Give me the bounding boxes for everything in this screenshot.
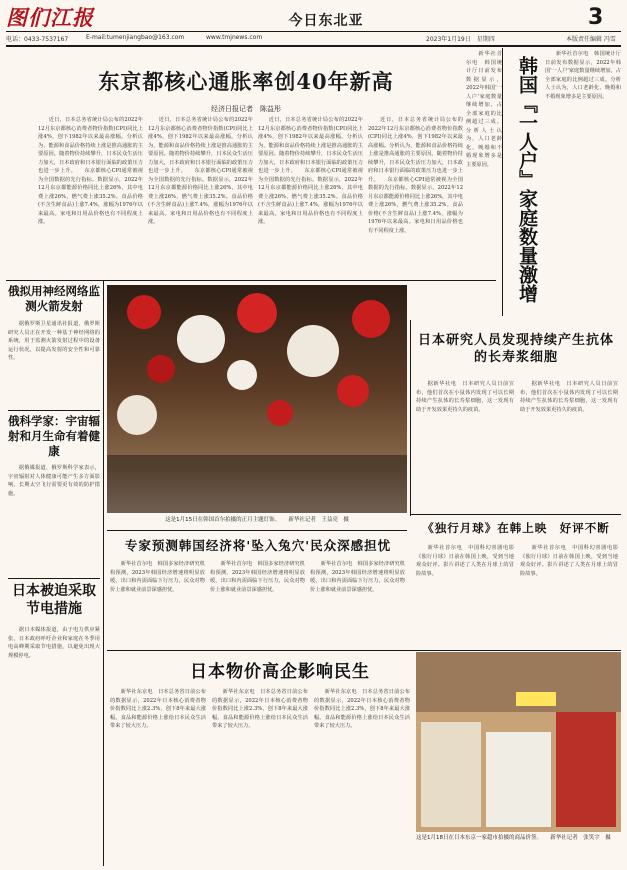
page-editor: 本版责任编辑 冯雪 <box>566 36 616 43</box>
right-body-left: 新华社首尔电 韩国统计厅日前发布数据显示，2022年韩国'一人户'家庭数量继续增加，占全部家庭的比例超过三成。分析人士认为，人口老龄化、晚婚和不婚现象增多是主要原因。 <box>466 51 502 168</box>
red-lantern-icon <box>352 300 390 338</box>
lead-headline: 东京都核心通胀率创40年新高 <box>98 69 394 94</box>
red-lantern-icon <box>267 400 293 426</box>
header-rule-top <box>6 31 621 32</box>
issue-date: 2023年1月19日 星期四 <box>426 36 495 43</box>
info-bar <box>6 34 621 44</box>
drama-body-col2: 新华社首尔电 中国科幻喜剧电影《独行月球》日前在韩国上映，受到当地观众好评。影片讲述了人类在月球上的冒险故事。 <box>520 545 618 577</box>
red-lantern-icon <box>127 295 161 329</box>
lantern-photo <box>107 285 407 513</box>
side-story-3-headline: 日本被迫采取节电措施 <box>12 583 96 617</box>
economy-body-col1: 新华社首尔电 韩国多家经济研究机构预测，2023年韩国经济增速将明显放缓，出口和内需面临下行压力，民众对物价上涨和就业前景深感担忧。 <box>110 561 205 593</box>
side-story-1-body: 据俄罗斯卫星通讯社报道，俄罗斯研究人员正在开发一种基于神经网络的系统，用于监测火箭发射过程中的设备运行状况，以提高发射的安全性和可靠性。 <box>8 321 100 361</box>
lead-byline: 经济日报记者 陈益彤 <box>211 105 281 113</box>
masthead-logo: 图们江报 <box>6 5 94 30</box>
radish-pile <box>486 732 551 827</box>
drama-top-rule <box>410 514 621 515</box>
economy-body-col2: 新华社首尔电 韩国多家经济研究机构预测，2023年韩国经济增速将明显放缓，出口和内需面临下行压力，民众对物价上涨和就业前景深感担忧。 <box>210 561 305 593</box>
produce-stack <box>556 712 616 827</box>
science-divider <box>410 320 411 516</box>
right-body-right: 新华社首尔电 韩国统计厅日前发布数据显示，2022年韩国'一人户'家庭数量继续增加，占全部家庭的比例超过三成。分析人士认为，人口老龄化、晚婚和不婚现象增多是主要原因。 <box>545 51 621 100</box>
market-photo-caption: 这是1月18日在日本东京一家超市拍摄的商品价签。 新华社记者 张笑宇 摄 <box>416 835 611 841</box>
header-rule-bottom <box>6 45 621 47</box>
price-tag <box>516 692 556 706</box>
price-body-col3: 新华社东京电 日本总务省日前公布的数据显示，2022年日本核心消费者物价指数同比上涨2.3%，创下8年来最大涨幅。食品和能源价格上涨给日本民众生活带来了较大压力。 <box>314 689 410 729</box>
contact-phone: 电话：0433-7537167 <box>6 36 69 43</box>
science-body-col2: 据新华社电 日本研究人员日前宣布，他们首次在小鼠体内发现了可以长期持续产生抗体的长寿浆细胞，这一发现有助于开发效果更持久的疫苗。 <box>520 381 618 413</box>
right-headline: 韩国『一人户』家庭数量激增 <box>516 56 538 303</box>
science-body-col1: 据新华社电 日本研究人员日前宣布，他们首次在小鼠体内发现了可以长期持续产生抗体的长寿浆细胞，这一发现有助于开发效果更持久的疫苗。 <box>416 381 514 413</box>
red-lantern-icon <box>337 375 369 407</box>
lead-body-col3: 近日，日本总务省统计局公布的2022年12月东京都核心消费者物价指数(CPI)同比上涨4%，创下1982年以来最高涨幅。分析认为，能源和食品价格持续上涨是推高通胀的主要原因。随着物价持续攀升，日本民众生活压力加大，日本政府和日本银行面临的政策压力也进一步上升。 东京都核心CPI通常被视为全国数据的先行指标。数据显示，2022年12月东京都能源价格同比上涨26%，其中电费上涨26%，燃气费上涨35.2%。食品价格(不含生鲜食品)上涨7.4%，涨幅为1976年以来最高。家电和日用品价格也有不同程度上涨。 <box>258 117 363 225</box>
side-story-3-body: 据日本媒体报道，由于电力供应紧张，日本政府呼吁企业和家庭在冬季用电高峰期采取节电措施，以避免出现大规模停电。 <box>8 627 100 659</box>
side-story-1-headline: 俄拟用神经网络监测火箭发射 <box>8 284 100 313</box>
red-lantern-icon <box>237 293 277 333</box>
contact-email: E-mail:tumenjiangbao@163.com <box>86 34 185 41</box>
contact-website: www.tmjnews.com <box>206 34 263 41</box>
side-story-2-body: 据俄媒报道，俄罗斯科学家表示，宇宙辐射对人体健康可能产生多方面影响，长期太空飞行需要更有效的防护措施。 <box>8 465 100 497</box>
left-column-divider <box>103 281 104 866</box>
white-lantern-icon <box>287 325 339 377</box>
drama-headline: 《独行月球》在韩上映 好评不断 <box>422 521 610 535</box>
price-body-col1: 新华社东京电 日本总务省日前公布的数据显示，2022年日本核心消费者物价指数同比上涨2.3%，创下8年来最大涨幅。食品和能源价格上涨给日本民众生活带来了较大压力。 <box>110 689 206 729</box>
right-column-divider <box>502 48 503 316</box>
economy-body-col3: 新华社首尔电 韩国多家经济研究机构预测，2023年韩国经济增速将明显放缓，出口和内需面临下行压力，民众对物价上涨和就业前景深感担忧。 <box>310 561 405 593</box>
white-lantern-icon <box>117 395 157 435</box>
side-rule-1 <box>8 410 100 411</box>
drama-body-col1: 新华社首尔电 中国科幻喜剧电影《独行月球》日前在韩国上映，受到当地观众好评。影片讲述了人类在月球上的冒险故事。 <box>416 545 514 577</box>
page-number: 3 <box>588 5 604 30</box>
photo-caption: 这是1月15日在韩国首尔拍摄的正月主题灯饰。 新华社记者 王益亮 摄 <box>165 517 349 523</box>
price-headline: 日本物价高企影响民生 <box>190 662 370 682</box>
white-lantern-icon <box>177 315 225 363</box>
lead-bottom-rule <box>6 280 496 281</box>
side-story-2-headline: 俄科学家：宇宙辐射和月生命有着健康 <box>8 414 100 458</box>
market-photo <box>416 652 621 832</box>
section-title: 今日东北亚 <box>288 13 364 29</box>
red-lantern-icon <box>147 355 175 383</box>
lead-body-col4: 近日，日本总务省统计局公布的2022年12月东京都核心消费者物价指数(CPI)同比上涨4%，创下1982年以来最高涨幅。分析认为，能源和食品价格持续上涨是推高通胀的主要原因。随着物价持续攀升，日本民众生活压力加大，日本政府和日本银行面临的政策压力也进一步上升。 东京都核心CPI通常被视为全国数据的先行指标。数据显示，2022年12月东京都能源价格同比上涨26%，其中电费上涨26%，燃气费上涨35.2%。食品价格(不含生鲜食品)上涨7.4%，涨幅为1976年以来最高。家电和日用品价格也有不同程度上涨。 <box>368 117 463 234</box>
science-headline: 日本研究人员发现持续产生抗体的长寿浆细胞 <box>417 333 614 365</box>
price-top-rule <box>107 650 621 651</box>
economy-top-rule <box>107 530 407 531</box>
price-body-col2: 新华社东京电 日本总务省日前公布的数据显示，2022年日本核心消费者物价指数同比上涨2.3%，创下8年来最大涨幅。食品和能源价格上涨给日本民众生活带来了较大压力。 <box>212 689 308 729</box>
side-rule-2 <box>8 578 100 579</box>
lead-body-col1: 近日，日本总务省统计局公布的2022年12月东京都核心消费者物价指数(CPI)同比上涨4%，创下1982年以来最高涨幅。分析认为，能源和食品价格持续上涨是推高通胀的主要原因。随着物价持续攀升，日本民众生活压力加大，日本政府和日本银行面临的政策压力也进一步上升。 东京都核心CPI通常被视为全国数据的先行指标。数据显示，2022年12月东京都能源价格同比上涨26%，其中电费上涨26%，燃气费上涨35.2%。食品价格(不含生鲜食品)上涨7.4%，涨幅为1976年以来最高。家电和日用品价格也有不同程度上涨。 <box>38 117 143 225</box>
lead-body-col2: 近日，日本总务省统计局公布的2022年12月东京都核心消费者物价指数(CPI)同比上涨4%，创下1982年以来最高涨幅。分析认为，能源和食品价格持续上涨是推高通胀的主要原因。随着物价持续攀升，日本民众生活压力加大，日本政府和日本银行面临的政策压力也进一步上升。 东京都核心CPI通常被视为全国数据的先行指标。数据显示，2022年12月东京都能源价格同比上涨26%，其中电费上涨26%，燃气费上涨35.2%。食品价格(不含生鲜食品)上涨7.4%，涨幅为1976年以来最高。家电和日用品价格也有不同程度上涨。 <box>148 117 253 225</box>
white-lantern-icon <box>227 360 257 390</box>
vegetable-crate <box>421 722 481 827</box>
crowd-silhouette <box>107 455 407 513</box>
economy-headline: 专家预测韩国经济将'坠入兔穴'民众深感担忧 <box>124 538 392 553</box>
